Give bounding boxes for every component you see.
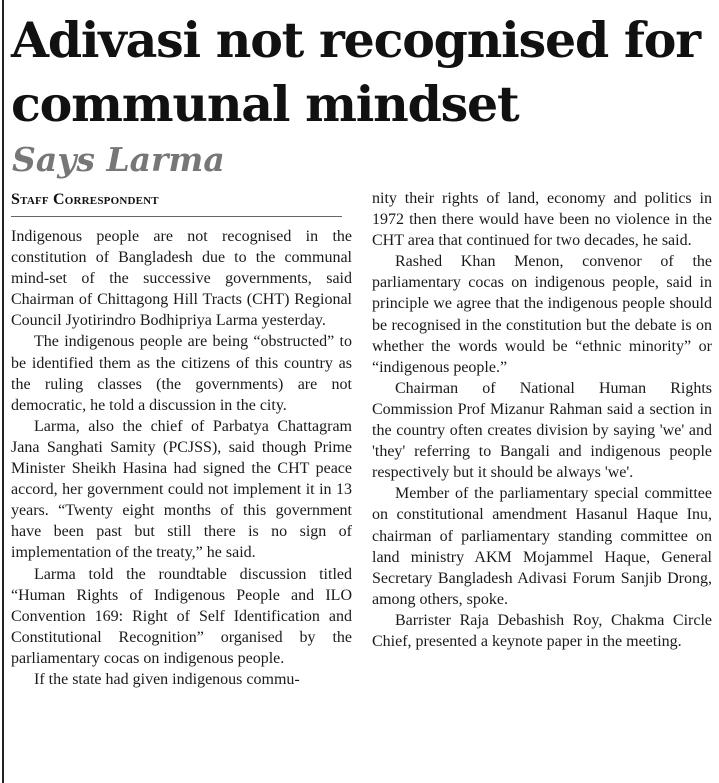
paragraph: Larma, also the chief of Parbatya Chattagram Jana Sanghati Samity (PCJSS), said though Prime Minister Sheikh Hasina had signed the CHT peace accord, her government could not implement it in 13 years. “Twenty eight months of this government have been past but still there is no sign of implementation of the treaty,” he said. bbox=[11, 417, 352, 562]
headline: Adivasi not recognised for communal mindset bbox=[11, 11, 700, 133]
paragraph: Rashed Khan Menon, convenor of the parliamentary cocas on indigenous people, said in principle we agree that the indigenous people should be recognised in the constitution but the debate is on whether the words would be “ethnic minority” or “indigenous people.” bbox=[372, 253, 712, 376]
paragraph: Member of the parliamentary special committee on constitutional amendment Hasanul Haque Inu, chairman of parliamentary standing committee on land ministry AKM Mojammel Haque, General Secretary Bangladesh Adivasi Forum Sanjib Drong, among others, spoke. bbox=[372, 485, 712, 608]
article-column-1 bbox=[11, 226, 352, 690]
paragraph: Chairman of National Human Rights Commission Prof Mizanur Rahman said a section in the country often creates division by saying 'we' and 'they' referring to Bangali and indigenous people respectively but it should be always 'we'. bbox=[372, 379, 712, 482]
paragraph: If the state had given indigenous commu- bbox=[34, 670, 300, 688]
article-column-2 bbox=[372, 188, 712, 652]
byline: Staff Correspondent bbox=[11, 191, 159, 208]
byline-divider bbox=[11, 216, 342, 217]
paragraph: nity their rights of land, economy and politics in 1972 then there would have been no violence in the CHT area that continued for two decades, he said. bbox=[372, 190, 712, 250]
page-edge-rule bbox=[2, 0, 4, 783]
paragraph: Larma told the roundtable discussion titled “Human Rights of Indigenous People and ILO Convention 169: Right of Self Identification and Constitutional Recognition” organised by the parliamentary cocas on indigenous people. bbox=[11, 565, 352, 667]
paragraph: Indigenous people are not recognised in the constitution of Bangladesh due to the communal mind-set of the successive governments, said Chairman of Chittagong Hill Tracts (CHT) Regional Council Jyotirindro Bodhipriya Larma yesterday. bbox=[11, 228, 352, 330]
paragraph: The indigenous people are being “obstructed” to be identified them as the citizens of this country as the ruling classes (the governments) are not democratic, he told a discussion in the city. bbox=[11, 333, 352, 414]
subheadline: Says Larma bbox=[12, 140, 225, 179]
paragraph: Barrister Raja Debashish Roy, Chakma Circle Chief, presented a keynote paper in the meeting. bbox=[372, 611, 712, 650]
